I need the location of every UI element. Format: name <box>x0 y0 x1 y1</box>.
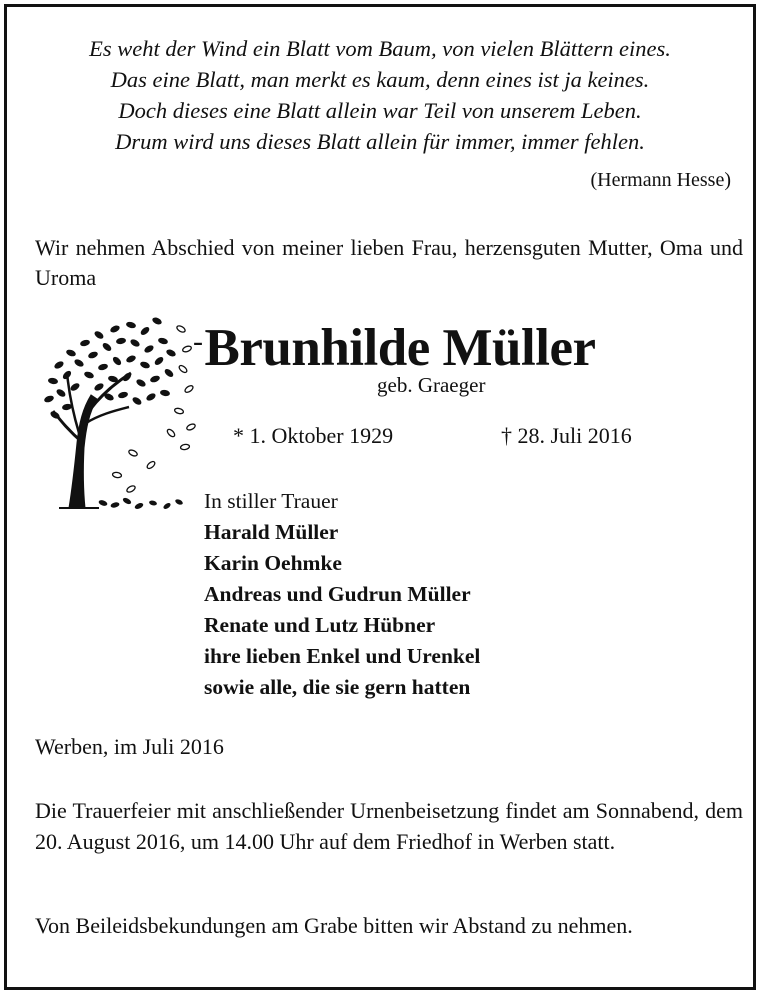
death-date: † 28. Juli 2016 <box>501 423 632 448</box>
mourners-heading: In stiller Trauer <box>204 489 338 513</box>
tree-with-falling-leaves-icon <box>39 303 199 513</box>
life-dates <box>233 423 632 449</box>
mourner-name: Renate und Lutz Hübner <box>204 613 436 637</box>
poem-line: Es weht der Wind ein Blatt vom Baum, von vielen Blättern eines. <box>89 36 671 61</box>
maiden-name: geb. Graeger <box>377 373 486 397</box>
condolence-notice: Von Beileidsbekundungen am Grabe bitten wir Abstand zu nehmen. <box>35 913 633 938</box>
mourner-name: Andreas und Gudrun Müller <box>204 582 471 606</box>
mourners-list <box>204 486 480 703</box>
birth-date: * 1. Oktober 1929 <box>233 423 394 448</box>
mourner-name: Harald Müller <box>204 520 339 544</box>
obituary-notice <box>4 4 756 990</box>
funeral-notice: Die Trauerfeier mit anschließender Urnenbeisetzung findet am Sonnabend, dem 20. August 2016, um 14.00 Uhr auf dem Friedhof in Werben statt. <box>35 798 743 854</box>
deceased-name: -Brunhilde Müller <box>193 319 596 377</box>
deceased-name-text: Brunhilde Müller <box>204 319 596 377</box>
farewell-intro: Wir nehmen Abschied von meiner lieben Frau, herzensguten Mutter, Oma und Uroma <box>35 235 743 290</box>
poem-line: Das eine Blatt, man merkt es kaum, denn eines ist ja keines. <box>110 67 650 92</box>
place-and-date: Werben, im Juli 2016 <box>35 734 224 759</box>
mourner-name: sowie alle, die sie gern hatten <box>204 675 471 699</box>
poem-line: Doch dieses eine Blatt allein war Teil von unserem Leben. <box>118 98 642 123</box>
mourner-name: ihre lieben Enkel und Urenkel <box>204 644 481 668</box>
hesse-poem <box>7 33 753 157</box>
poem-line: Drum wird uns dieses Blatt allein für immer, immer fehlen. <box>115 129 645 154</box>
mourner-name: Karin Oehmke <box>204 551 342 575</box>
poem-author: (Hermann Hesse) <box>590 169 731 191</box>
